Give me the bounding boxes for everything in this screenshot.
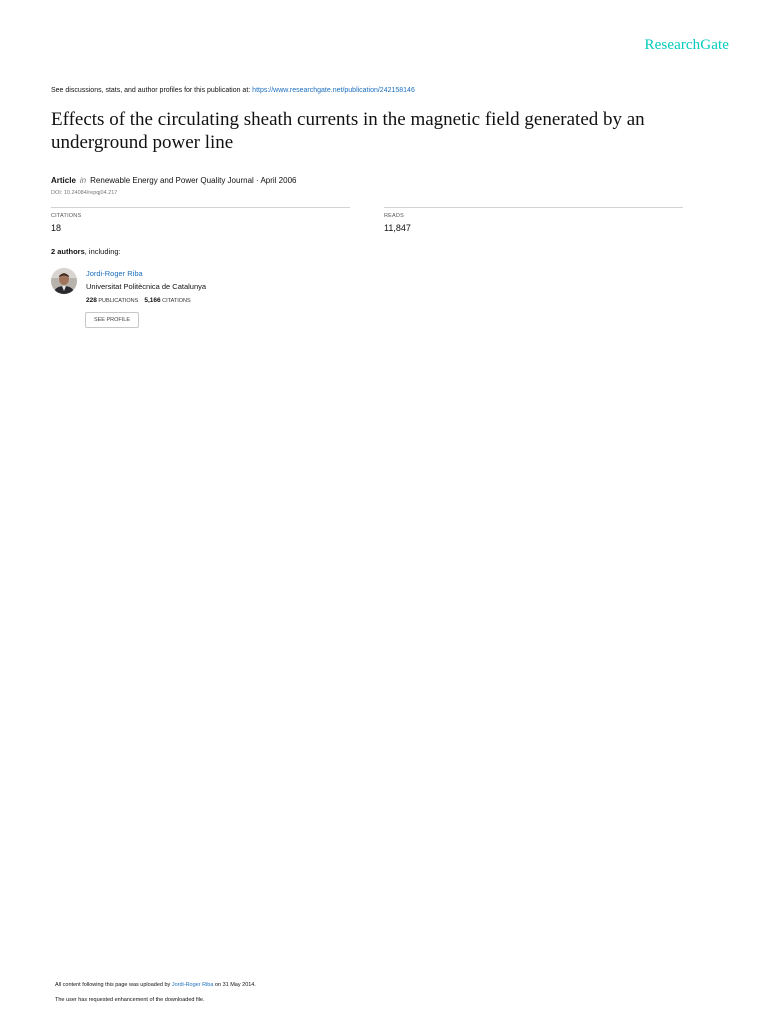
author-citations-label: CITATIONS (162, 298, 191, 304)
upload-note (55, 982, 256, 988)
enhancement-note: The user has requested enhancement of the downloaded file. (55, 997, 205, 1003)
see-profile-button[interactable]: SEE PROFILE (85, 312, 139, 328)
reads-label: READS (384, 213, 404, 219)
article-type: Article (51, 176, 76, 185)
paper-title: Effects of the circulating sheath currents in the magnetic field generated by an underground power line (51, 109, 645, 153)
publication-meta (51, 176, 296, 185)
reads-divider (384, 207, 683, 208)
citations-value: 18 (51, 223, 62, 233)
venue-date: Renewable Energy and Power Quality Journal · April 2006 (90, 176, 297, 185)
author-affiliation: Universitat Politècnica de Catalunya (86, 282, 207, 291)
discussion-line (51, 87, 415, 94)
uploader-link[interactable]: Jordi-Roger Riba (171, 982, 214, 988)
author-name-link[interactable]: Jordi-Roger Riba (86, 269, 143, 278)
reads-value: 11,847 (384, 223, 411, 233)
avatar-photo-icon (51, 268, 77, 294)
publication-url-link[interactable]: https://www.researchgate.net/publication/242158146 (252, 87, 415, 94)
author-citations-count: 5,166 (144, 297, 161, 304)
authors-heading (51, 247, 121, 256)
citations-label: CITATIONS (51, 213, 82, 219)
upload-prefix: All content following this page was uploaded by (55, 982, 172, 988)
author-stats (86, 297, 197, 304)
doi: DOI: 10.24084/repqj04.217 (51, 190, 118, 196)
in-word: in (79, 176, 87, 185)
upload-suffix: on 31 May 2014. (213, 982, 256, 988)
researchgate-logo[interactable]: ResearchGate (644, 37, 729, 53)
author-publications-count: 228 (86, 297, 97, 304)
discussion-prefix: See discussions, stats, and author profiles for this publication at: (51, 87, 253, 94)
citations-divider (51, 207, 350, 208)
authors-suffix: , including: (84, 247, 121, 256)
author-avatar[interactable] (51, 268, 77, 294)
author-publications-label: PUBLICATIONS (98, 298, 139, 304)
authors-count: 2 authors (51, 247, 85, 256)
